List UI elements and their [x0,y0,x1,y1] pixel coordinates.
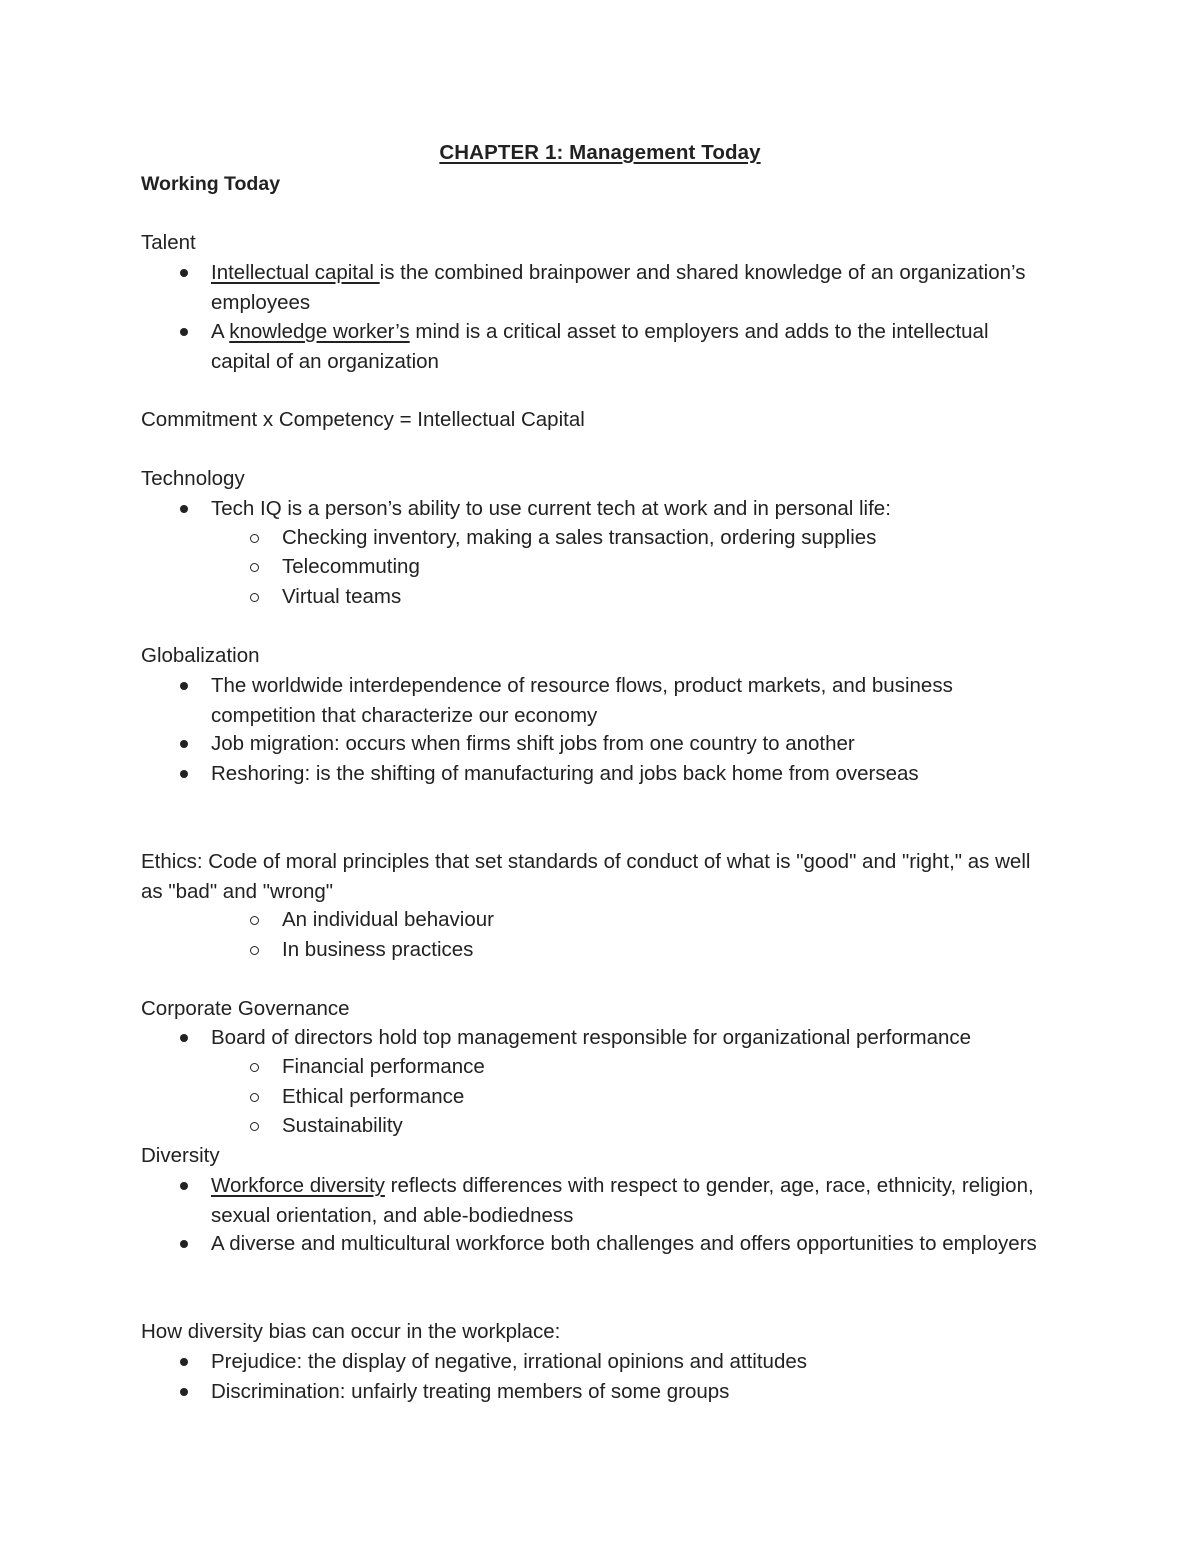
technology-sub-3-text: Virtual teams [282,585,402,608]
diversity-bullet-1-rest: reflects differences with respect to gender, age, race, ethnicity, religion, sexual orientation, and able-bodiedness [211,1174,1034,1227]
section-subheading: Working Today [141,173,281,195]
governance-sub-3-text: Sustainability [282,1114,403,1137]
term-intellectual-capital: Intellectual capital [211,261,380,284]
bias-bullet-1-text: Prejudice: the display of negative, irrational opinions and attitudes [211,1350,808,1373]
talent-bullet-2-text [211,317,1041,376]
bullet-icon [180,497,190,521]
diversity-bullet-2-text: A diverse and multicultural workforce both challenges and offers opportunities to employers [211,1232,1037,1255]
governance-sub-1-text: Financial performance [282,1055,485,1078]
bullet-icon [180,762,190,786]
talent-bullet-1-rest: is the combined brainpower and shared knowledge of an organization’s employees [211,261,1026,314]
talent-bullet-2-pre: A [211,320,230,343]
term-knowledge-worker: knowledge worker’s [229,320,410,343]
bullet-icon [180,261,190,285]
technology-sub-2-text: Telecommuting [282,555,420,578]
technology-heading: Technology [141,467,245,490]
talent-heading: Talent [141,231,196,254]
hollow-bullet-icon [250,526,260,550]
technology-sub-1-text: Checking inventory, making a sales transaction, ordering supplies [282,526,877,549]
bullet-icon [180,1026,190,1050]
ethics-sub-2-text: In business practices [282,938,474,961]
formula-line: Commitment x Competency = Intellectual Capital [141,408,585,431]
globalization-bullet-1-text: The worldwide interdependence of resource flows, product markets, and business competition that characterize our economy [211,674,953,727]
bias-bullet-2-text: Discrimination: unfairly treating members of some groups [211,1380,730,1403]
hollow-bullet-icon [250,938,260,962]
diversity-heading: Diversity [141,1144,220,1167]
hollow-bullet-icon [250,555,260,579]
bullet-icon [180,1232,190,1256]
bullet-icon [180,674,190,698]
talent-bullet-1-text [211,258,1041,317]
talent-bullet-2-rest: mind is a critical asset to employers and adds to the intellectual capital of an organization [211,320,989,373]
bullet-icon [180,732,190,756]
term-workforce-diversity: Workforce diversity [211,1174,385,1197]
hollow-bullet-icon [250,908,260,932]
hollow-bullet-icon [250,1114,260,1138]
ethics-paragraph: Ethics: Code of moral principles that set standards of conduct of what is "good" and "right," as well as "bad" and "wrong" [141,850,1031,903]
bias-heading: How diversity bias can occur in the workplace: [141,1320,561,1343]
globalization-bullet-3-text: Reshoring: is the shifting of manufacturing and jobs back home from overseas [211,762,919,785]
technology-bullet-text: Tech IQ is a person’s ability to use current tech at work and in personal life: [211,497,891,520]
bullet-icon [180,1350,190,1374]
governance-heading: Corporate Governance [141,997,350,1020]
bullet-icon [180,320,190,344]
bullet-icon [180,1380,190,1404]
page-title: CHAPTER 1: Management Today [439,141,761,164]
ethics-sub-1-text: An individual behaviour [282,908,494,931]
globalization-heading: Globalization [141,644,260,667]
governance-bullet-text: Board of directors hold top management responsible for organizational performance [211,1026,972,1049]
globalization-bullet-2-text: Job migration: occurs when firms shift jobs from one country to another [211,732,855,755]
hollow-bullet-icon [250,1055,260,1079]
governance-sub-2-text: Ethical performance [282,1085,465,1108]
bullet-icon [180,1174,190,1198]
diversity-bullet-1-text [211,1171,1041,1230]
hollow-bullet-icon [250,585,260,609]
hollow-bullet-icon [250,1085,260,1109]
